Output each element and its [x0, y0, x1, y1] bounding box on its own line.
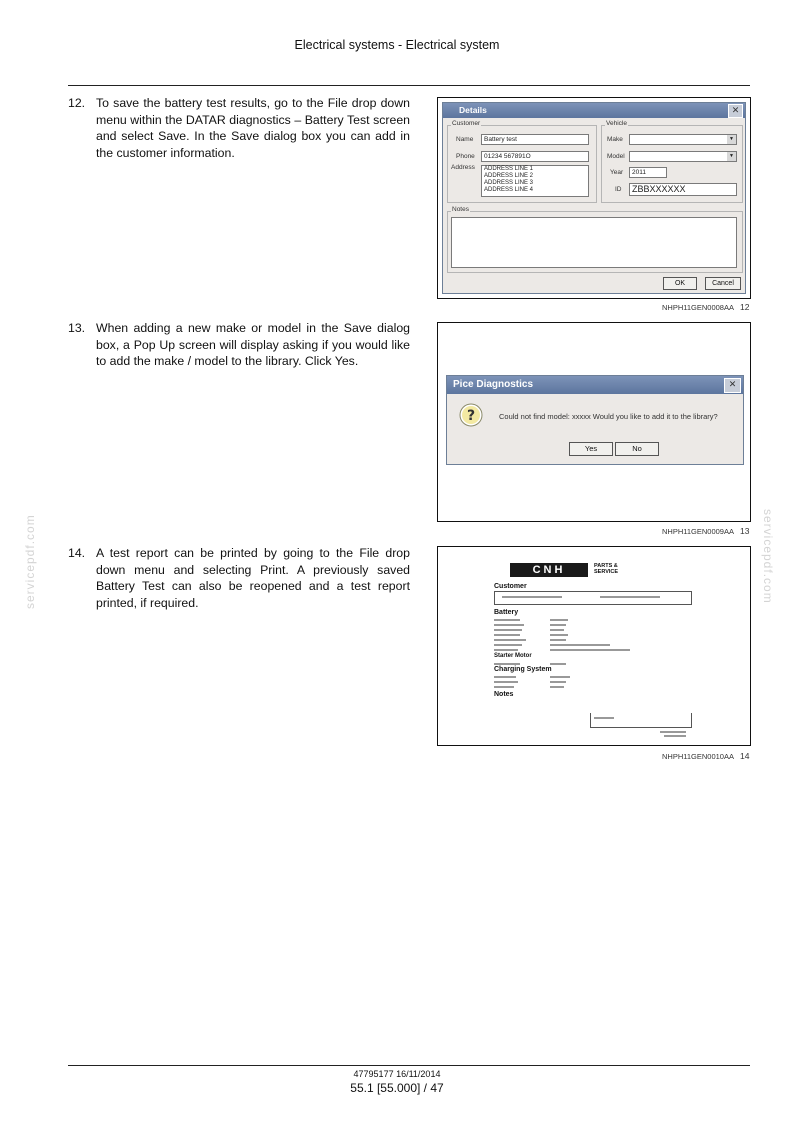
popup-window — [446, 375, 744, 465]
make-dropdown[interactable] — [629, 134, 737, 145]
figure-number: 14 — [740, 751, 750, 761]
report-page — [490, 553, 694, 739]
report-text-line — [494, 644, 522, 646]
customer-group-label: Customer — [452, 120, 481, 127]
popup-message: Could not find model: xxxxx Would you like to add it to the library? — [499, 412, 718, 421]
yes-button[interactable]: Yes — [569, 442, 613, 456]
report-text-line — [550, 624, 566, 626]
report-text-line — [494, 686, 514, 688]
report-text-line — [494, 649, 518, 651]
header-rule — [68, 85, 750, 86]
address-field[interactable] — [481, 165, 589, 197]
id-label: ID — [615, 186, 622, 193]
report-text-line — [502, 596, 562, 598]
step-text: A test report can be printed by going to the File drop down menu and selecting Print. A previously saved Battery Test can also be reopened and a test report printed, if required. — [96, 546, 410, 610]
ok-button[interactable]: OK — [663, 277, 697, 290]
address-label: Address — [451, 164, 475, 171]
report-section-charging-system: Charging System — [494, 666, 552, 673]
close-icon[interactable]: ✕ — [728, 104, 743, 118]
report-text-line — [494, 676, 516, 678]
report-text-line — [494, 629, 522, 631]
popup-titlebar — [447, 376, 743, 394]
report-brand — [594, 563, 618, 575]
question-icon — [459, 403, 483, 427]
step-12 — [68, 95, 410, 165]
figure-code: NHPH11GEN0008AA — [662, 303, 734, 312]
address-line: ADDRESS LINE 4 — [484, 187, 534, 193]
make-label: Make — [607, 136, 623, 143]
report-text-line — [550, 634, 568, 636]
step-number: 14. — [68, 546, 86, 560]
year-label: Year — [610, 169, 624, 176]
report-text-line — [664, 735, 686, 737]
signature-box — [590, 713, 692, 728]
footer-doc-id: 47795177 16/11/2014 — [353, 1069, 441, 1079]
report-text-line — [550, 629, 564, 631]
id-field[interactable]: ZBBXXXXXX — [629, 183, 737, 196]
year-field[interactable]: 2011 — [629, 167, 667, 178]
report-text-line — [494, 663, 520, 665]
svg-text:?: ? — [466, 408, 476, 424]
report-section-battery: Battery — [494, 609, 519, 616]
report-text-line — [494, 639, 526, 641]
model-dropdown[interactable] — [629, 151, 737, 162]
step-number: 13. — [68, 321, 86, 335]
address-line: ADDRESS LINE 1 — [484, 166, 534, 172]
figure-code: NHPH11GEN0010AA — [662, 752, 734, 761]
step-number: 12. — [68, 96, 86, 110]
report-text-line — [550, 639, 566, 641]
report-text-line — [550, 663, 566, 665]
footer-page-number: 55.1 [55.000] / 47 — [350, 1081, 444, 1095]
close-icon[interactable]: ✕ — [724, 378, 741, 393]
report-section-notes: Notes — [494, 691, 514, 698]
report-section-customer: Customer — [494, 583, 527, 590]
details-title: Details — [459, 105, 487, 115]
vehicle-group-label: Vehicle — [606, 120, 627, 127]
figure-number: 12 — [740, 302, 750, 312]
step-text: To save the battery test results, go to the File drop down menu within the DATAR diagnostics – Battery Test screen and select Save. In the Save dialog box you can add in the customer information. — [96, 96, 410, 160]
phone-field[interactable]: 01234 567891O — [481, 151, 589, 162]
address-line: ADDRESS LINE 3 — [484, 180, 534, 186]
model-label: Model — [607, 153, 625, 160]
step-14 — [68, 545, 410, 615]
report-text-line — [550, 619, 568, 621]
step-13 — [68, 320, 410, 380]
step-text: When adding a new make or model in the Save dialog box, a Pop Up screen will display asking if you would like to add the make / model to the library. Click Yes. — [96, 321, 410, 368]
report-text-line — [594, 717, 614, 719]
page-header-title: Electrical systems - Electrical system — [294, 38, 500, 52]
no-button[interactable]: No — [615, 442, 659, 456]
chevron-down-icon[interactable]: ▼ — [727, 152, 736, 161]
notes-label: Notes — [452, 206, 469, 213]
report-text-line — [494, 619, 520, 621]
figure-12-details-dialog — [437, 97, 751, 299]
report-text-line — [550, 644, 610, 646]
phone-label: Phone — [456, 153, 475, 160]
cancel-button[interactable]: Cancel — [705, 277, 741, 290]
brand-line: SERVICE — [594, 569, 619, 575]
watermark-right: servicepdf.com — [761, 509, 775, 604]
report-section-starter-motor: Starter Motor — [494, 653, 532, 659]
report-text-line — [550, 649, 630, 651]
name-field[interactable]: Battery test — [481, 134, 589, 145]
figure-number: 13 — [740, 526, 750, 536]
report-text-line — [494, 634, 520, 636]
report-text-line — [494, 624, 524, 626]
cnh-logo: CNH — [510, 563, 588, 577]
report-text-line — [550, 676, 570, 678]
popup-title: Pice Diagnostics — [453, 379, 534, 390]
chevron-down-icon[interactable]: ▼ — [727, 135, 736, 144]
footer-rule — [68, 1065, 750, 1066]
report-text-line — [600, 596, 660, 598]
figure-13-popup-dialog — [437, 322, 751, 522]
figure-code: NHPH11GEN0009AA — [662, 527, 734, 536]
report-text-line — [550, 686, 564, 688]
report-text-line — [550, 681, 566, 683]
customer-box — [494, 591, 692, 605]
brand-line: PARTS & — [594, 563, 618, 569]
name-label: Name — [456, 136, 474, 143]
notes-field[interactable] — [451, 217, 737, 268]
report-text-line — [494, 681, 518, 683]
report-text-line — [660, 731, 686, 733]
figure-14-test-report — [437, 546, 751, 746]
details-window — [442, 102, 746, 294]
watermark-left: servicepdf.com — [23, 514, 37, 609]
address-line: ADDRESS LINE 2 — [484, 173, 534, 179]
details-titlebar — [443, 103, 745, 118]
